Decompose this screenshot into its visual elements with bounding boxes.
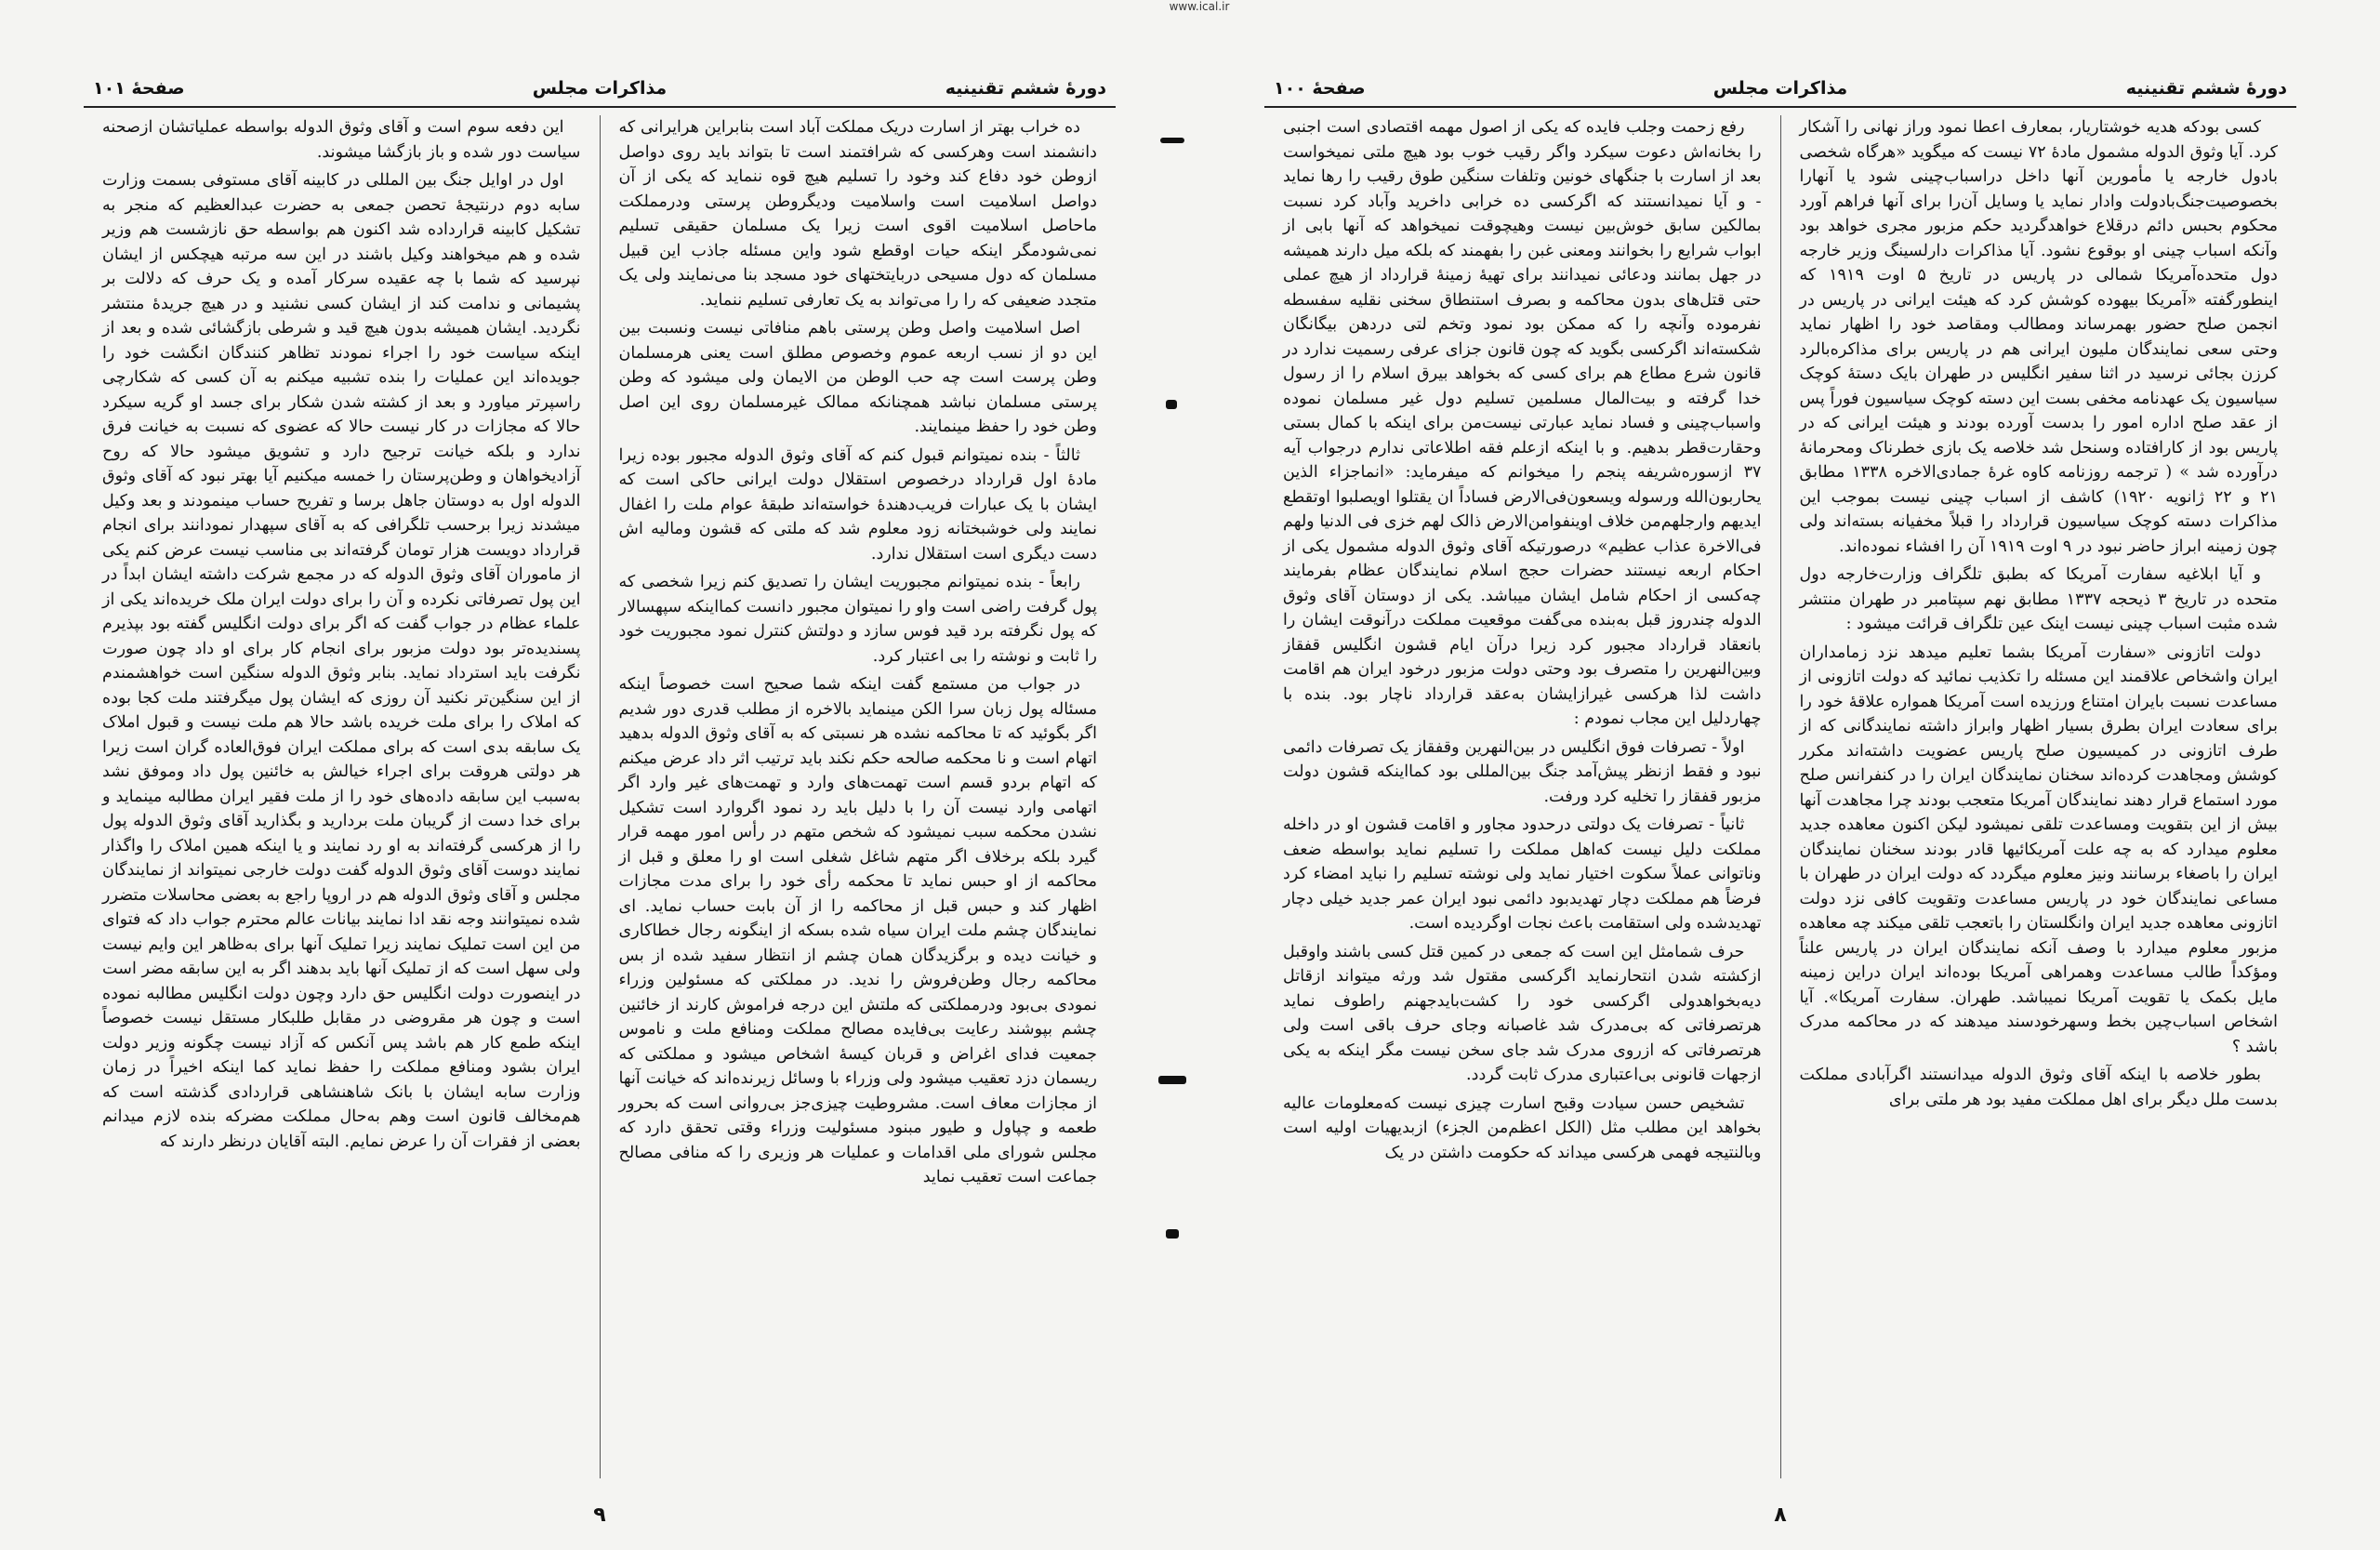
binding-mark <box>1166 400 1177 409</box>
text-columns <box>1264 115 2296 1478</box>
site-watermark: www.ical.ir <box>1169 0 1230 13</box>
paragraph: ثانیاً - تصرفات یک دولتی درحدود مجاور و اقامت قشون او در داخله مملکت دلیل نیست که‌اهل مملکت را تسلیم نماید بواسطه ضعف وناتوانی عملاً سکوت اختیار نماید ولی نوشته تسلیم را نباید امضاء کرد فرضاً هم مملکت دچار تهدیدبود دائمی نبود ایران عمر جدید خیلی دچار تهدیدشده ولی استقامت باعث نجات اوگردیده است. <box>1283 815 1762 933</box>
column-left <box>84 115 601 1478</box>
session-title: دورهٔ ششم تقنینیه <box>945 78 1106 99</box>
paragraph: تشخیص حسن سیادت وقبح اسارت چیزی نیست که‌معلومات عالیه بخواهد این مطلب مثل (الکل اعظم‌من الجزء) ازبدیهیات اولیه است وبالنتیجه فهمی هرکسی میداند که حکومت داشتن در یک <box>1283 1093 1762 1162</box>
paragraph: اولاً - تصرفات فوق انگلیس در بین‌النهرین وقفقاز یک تصرفات دائمی نبود و فقط ازنظر پیش‌آمد جنگ بین‌المللی بود کمااینکه قشون دولت مزبور قفقاز را تخلیه کرد ورفت. <box>1283 737 1762 806</box>
paragraph: رفع زحمت وجلب فایده که یکی از اصول مهمه اقتصادی است اجنبی را بخانه‌اش دعوت سیکرد واگر رقیب خوب بود هیچ ملتی نمیخواست بعد از اسارت با جنگهای خونین وتلفات سنگین طوق رقیب را رها نماید - و آیا نمیدانستند که اگرکسی ده خرابی داخرید وآباد کرد نسبت بمالکین سابق خوش‌بین نیست وهیچوقت نمیخواهد که آنها بابی از ابواب شرایع را بخوانند ومعنی غبن را بفهمند که بلکه میل دارند همیشه در جهل بمانند ودعائی نمیدانند برای تهیهٔ زمینهٔ قرارداد از هیچ عملی حتی قتل‌های بدون محاکمه و بصرف استنطاق سخنی نقلیه سفسطه نفرموده وآنچه را که ممکن بود نمود وتخم لتی دردهن بیگانگان شکسته‌اند اگرکسی بگوید که چون قانون جزای عرفی رسمیت ندارد در قانون شرع مطاع هم برای کسی که بخواهد بیرق اسلام را از رسول خدا گرفته و بیت‌المال مسلمین تسلیم دول غیر مسلمان نموده واسباب‌چینی و فساد نماید عبارتی نیست‌من برای اینکه با کمال بستی وحقارت‌قطر بدهیم. و با اینکه ازعلم فقه اطلاعاتی ندارم درجواب آیه ۳۷ ازسوره‌شریفه پنجم را میخوانم که میفرماید: «انماجزاء الذین یحاربون‌الله ورسوله ویسعون‌فی‌الارض فساداً ان یقتلوا اویصلبوا اوتقطع ایدیهم وارجلهم‌من خلاف اوینفوامن‌الارض ذالک لهم خزی فی الدنیا ولهم فی‌الاخرة عذاب عظیم» درصورتیکه آقای وثوق الدوله مشمول یکی از احکام اربعه نیستند حضرات حجج اسلام نمایندگان عظام بفرمایند چه‌کسی از احکام شامل ایشان میباشد. یکی از دوستان آقای وثوق الدوله چندروز قبل به‌بنده می‌گفت موقعیت مملکت درآنوقت ایشان را بانعقاد قرارداد مجبور کرد زیرا درآن ایام قشون انگلیس قفقاز وبین‌النهرین را متصرف بود وحتی دولت مزبور درخود ایران هم اقامت داشت لذا هرکسی غیرازایشان به‌عقد قرارداد ناچار بود. بنده با چهاردلیل این مجاب نمودم : <box>1283 118 1762 728</box>
publication-title: مذاکرات مجلس <box>1712 78 1848 99</box>
paragraph: دولت اتازونی «سفارت آمریکا بشما تعلیم میدهد نزد زمامداران ایران واشخاص علاقمند این مسئله را تکذیب نمائید که دولت اتازونی از مساعدت نسبت بایران امتناع ورزیده است آمریکا همواره علاقهٔ خود را برای سعادت ایران بطرق بسیار اظهار وابراز داشته نمایندگانی که از طرف اتازونی در کمیسیون صلح پاریس عضویت داشته‌اند مکرر کوشش ومجاهدت کرده‌اند سخنان نمایندگان ایران را در کنفرانس صلح مورد استماع قرار دهند نمایندگان آمریکا متعجب بودند چرا مجاهدت آنها بیش از این بتقویت ومساعدت تلقی نمیشود لیکن اکنون معاهده جدید معلوم میدارد که به چه علت آمریکائیها قادر بودند سخنان نمایندگان ایران را باصغاء برسانند ونیز معلوم میگردد که دولت ایران در طهران با مساعی نمایندگان خود در پاریس مساعدت وتقویت کافی نزد دولت اتازونی معاهده جدید ایران وانگلستان را باتعجب تلقی میکند چه معاهده مزبور معلوم میدارد با وصف آنکه نمایندگان ایران در پاریس علناً ومؤکداً طالب مساعدت وهمراهی آمریکا بوده‌اند ایران دراین زمینه مایل بکمک یا تقویت آمریکا نمیباشد. طهران. سفارت آمریکا». آیا اشخاص اسباب‌چین بخط وسهرخودسند میدهند که در محاکمه مدرک باشد ؟ <box>1799 643 2278 1056</box>
paragraph: کسی بودکه هدیه خوشتاریار، بمعارف اعطا نمود وراز نهانی را آشکار کرد. آیا وثوق الدوله مشمول مادهٔ ۷۲ نیست که میگوید «هرگاه شخصی بادول خارجه یا مأمورین آنها داخل دراسباب‌چینی شود یا آنهارا بخصوصیت‌جنگ‌بادولت وادار نماید یا وسایل آن‌را برای آنها فراهم آورد محکوم بحبس دائم درقلاع خواهدگردید حکم مزبور مجری خواهد بود وآنکه اسباب چینی او بوقوع نشود. آیا مذاکرات دارلسینگ وزیر خارجه دول متحده‌آمریکا شمالی در پاریس در تاریخ ۵ اوت ۱۹۱۹ که اینطورگفته «آمریکا بیهوده کوشش کرد که هیئت ایرانی در پاریس در انجمن صلح حضور بهمرساند ومطالب ومقاصد خود را اظهار نماید وحتی سعی نمایندگان ملیون ایرانی هم در پاریس برای مذاکره‌بالرد کرزن بجائی نرسید در اثنا سفیر انگلیس در طهران بایک دستهٔ کوچک سیاسیون یک عهدنامه مخفی بست این دسته کوچک سیاسیون فوراً پس از عقد صلح اداره امور را بدست آورده بودند و هیئت ایرانی که در پاریس بود از کارافتاده وسنحل شد خلاصه یک بازی خطرناک ومحرمانهٔ درآورده شد » ( ترجمه روزنامه کاوه غرهٔ جمادی‌الاخره ۱۳۳۸ مطابق ۲۱ و ۲۲ ژانویه ۱۹۲۰) کاشف از اسباب چینی نیست بموجب این مذاکرات دسته کوچک سیاسیون قرارداد را قبلاً مخفیانه بسته‌اند ولی چون زمینه ابراز حاضر نبود در ۹ اوت ۱۹۱۹ آن را افشاء نموده‌اند. <box>1799 118 2279 556</box>
paragraph: رابعاً - بنده نمیتوانم مجبوریت ایشان را تصدیق کنم زیرا شخصی که پول گرفت راضی است واو را نمیتوان مجبور دانست کمااینکه سپهسالار که پول نگرفته برد قید فوس سازد و دولتش کنترل نمود مجبوریت خود را ثابت و نوشته را بی اعتبار کرد. <box>618 573 1097 666</box>
page-number: ۹ <box>593 1504 606 1527</box>
page-header <box>1264 73 2296 108</box>
paragraph: و آیا ابلاغیه سفارت آمریکا که بطبق تلگراف وزارت‌خارجه دول متحده در تاریخ ۳ ذیحجه ۱۳۳۷ مطابق نهم سپتامبر در طهران منتشر شده مثبت اسباب چینی نیست اینک عین تلگراف قرائت میشود : <box>1799 565 2278 633</box>
page-number: ۸ <box>1774 1504 1787 1527</box>
paragraph: ده خراب بهتر از اسارت دریک مملکت آباد است بنابراین هرایرانی که دانشمند است وهرکسی که شرافتمند است تا بتواند باید روی دواصل ازوطن خود دفاع کند وخود را تسلیم هیچ قوه ننماید که یکی از آن دواصل اسلامیت است واسلامیت ودیگروطن پرستی ودرمملکت ماحاصل اسلامیت اقوی است زیرا یک مسلمان حقیقی تسلیم نمی‌شودمگر اینکه حیات اوقطع شود واین مسئله جاذب این قبیل مسلمان که دول مسیحی دربایتختهای خود مسجد بنا می‌نمایند ولی یک متجدد ضعیفی که را را می‌تواند به یک تعارفی تسلیم ننماید. <box>618 118 1097 310</box>
page-100 <box>1264 56 2296 1543</box>
paragraph: بطور خلاصه با اینکه آقای وثوق الدوله میدانستند اگرآبادی مملکت بدست ملل دیگر برای اهل مملکت مفید بود هر ملتی برای <box>1799 1066 2278 1109</box>
binding-mark <box>1160 138 1184 143</box>
page-101 <box>84 56 1116 1543</box>
paragraph: حرف شمامثل این است که جمعی در کمین قتل کسی باشند واوقبل ازکشته شدن انتحارنماید اگرکسی مقتول شد ورثه میتواند ازقاتل دیه‌بخواهدولی اگرکسی خود را کشت‌بایدجهنم راطوف نماید هرتصرفاتی که بی‌مدرک شد غاصبانه وجای حرف باقی است ولی هرتصرفاتی که ازروی مدرک شد جای سخن نیست مگر اینکه به یکی ازجهات قانونی بی‌اعتباری مدرک ثابت گردد. <box>1283 942 1762 1084</box>
paragraph: این دفعه سوم است و آقای وثوق الدوله بواسطه عملیاتشان ازصحنه سیاست دور شده و باز بازگشا میشوند. <box>102 118 581 162</box>
book-gutter <box>1116 56 1264 1543</box>
session-title: دورهٔ ششم تقنینیه <box>2125 78 2287 99</box>
paragraph: اول در اوایل جنگ بین المللی در کابینه آقای مستوفی بسمت وزارت سابه دوم درنتیجهٔ تحصن جمعی به حضرت عبدالعظیم که منجر به تشکیل کابینه قرارداده شد اکنون هم بواسطه حق نازشست هم وزیر شده و هم میخواهند وکیل باشند در این سه مرتبه هیچکس از ایشان نپرسید که شما با چه عقیده سرکار آمده و یک حرف که دلالت بر پشیمانی و ندامت کند از ایشان کسی نشنید و در هیچ جریدهٔ منتشر نگردید. ایشان همیشه بدون هیچ قید و شرطی بازگشائی شده و بعد از اینکه سیاست خود را اجراء نمودند تظاهر کنندگان انگشت خود را جویده‌اند این عملیات را بنده تشبیه میکنم به آن کسی که شکارچی راسپرتر میاورد و بعد از کشته شدن شکار برای جسد او گریه سیکرد حالا که مجازات در کار نیست حالا که عضوی که نسبت به خیانت فرق ندارد و بلکه خیانت ترجیح دارد و تشویق میشود حالا که روح آزادیخواهان و وطن‌پرستان را خمسه میکنیم آیا بهتر نبود که آقای وثوق الدوله اول به دوستان جاهل برسا و تفریح حساب مینمودند و بعد وکیل میشدند زیرا برحسب تلگرافی که به آقای سپهدار نمودانند برای انجام قرارداد دویست هزار تومان گرفته‌اند بی مناسب نیست عرض کنم یکی از ماموران آقای وثوق الدوله که در مجمع شرکت داشته ایشان ابداً در این پول تصرفاتی نکرده و آن را برای دولت ایران ملک خریده‌اند یکی از علماء عظام در جواب گفت که اگر برای دولت انگلیس گفته بود بپذیرم پسندیده‌تر بود دولت مزبور برای انجام کار برای او داد چون صورت نگرفت باید استرداد نماید. بنابر وثوق الدوله سنگین است خواهشمندم از این سنگین‌تر نکنید آن روزی که ایشان پول میگرفتند ملت کجا بوده که املاک را برای ملت خریده باشد حالا هم ملت نیست و قبول املاک یک سابقه بدی است که برای مملکت ایران فوق‌العاده گران است زیرا هر دولتی هروقت برای اجراء خیالش به خائنین پول داد وموفق نشد به‌سبب این سابقه داده‌های خود را از ملت فقیر ایران مطالبه مینماید و برای خدا دست از گریبان ملت بردارید و بگذارید آقای وثوق الدوله پول را از هرکسی گرفته‌اند به او رد نمایند و یا اینکه همین املاک را واگذار نمایند دوست آقای وثوق الدوله گفت دولت خارجی نمیتواند از نمایندگان مجلس و آقای وثوق الدوله هم در اروپا راجع به بعضی محاسلات متضرر شده نمیتوانند وجه نقد ادا نمایند بیانات عالم محترم جواب داد که فتوای من این است تملیک نمایند زیرا تملیک آنها برای به‌ظاهر این وایم نیست ولی سهل است که از تملیک آنها باید بدهند اگر به این سابقه مضر است در اینصورت دولت انگلیس حق دارد وچون دولت انگلیس مطالبه نموده است و چون هر مقروضی در مقابل طلبکار مستقل نیست خصوصاً اینکه طمع کار هم باشد پس آنکس که آزاد نیست چگونه وزیر دولت ایران بشود ومنافع مملکت را حفظ نماید کما اینکه اخیراً در زمان وزارت سابه ایشان با بانک شاهنشاهی قراردادی گذشته است که هم‌مخالف قانون است وهم به‌حال مملکت مضرکه بنده لازم میدانم بعضی از فقرات آن را عرض نمایم. البته آقایان درنظر دارند که <box>102 171 581 1151</box>
column-right <box>1781 115 2297 1478</box>
page-label: صفحهٔ ۱۰۰ <box>1274 78 1366 99</box>
paragraph: اصل اسلامیت واصل وطن پرستی باهم منافاتی نیست ونسبت بین این دو از نسب اربعه عموم وخصوص مطلق است یعنی هرمسلمان وطن پرست است چه حب الوطن من الایمان ولی میشود که وطن پرستی مسلمان نباشد همچنانکه ممالک غیرمسلمان روی این اصل وطن خود را حفظ مینمایند. <box>618 319 1097 436</box>
binding-mark <box>1158 1076 1186 1084</box>
paragraph: ثالثاً - بنده نمیتوانم قبول کنم که آقای وثوق الدوله مجبور بوده زیرا مادهٔ اول قرارداد درخصوص استقلال دولت ایرانی حاکی است که ایشان با یک عبارات فریب‌دهندهٔ خواسته‌اند طبقهٔ عوام ملت را اغفال نمایند ولی خوشبختانه زود معلوم شد که ملتی که قشون ومالیه اش دست دیگری است استقلال ندارد. <box>618 445 1097 563</box>
text-columns <box>84 115 1116 1478</box>
publication-title: مذاکرات مجلس <box>532 78 668 99</box>
column-left <box>1264 115 1781 1478</box>
binding-mark <box>1166 1229 1179 1239</box>
column-right <box>601 115 1117 1478</box>
paragraph: در جواب من مستمع گفت اینکه شما صحیح است خصوصاً اینکه مسئاله پول زبان سرا الکن مینماید بالاخره از مطلب قدری دور شدیم اگر بگوئید که تا محاکمه نشده هر نسبتی که به آقای وثوق الدوله بدهید اتهام است و نا محکمه صالحه حکم نکند باید ترتیب اثر داد عرض میکنم که اتهام بردو قسم است تهمت‌های وارد و تهمت‌های غیر وارد اگر اتهامی وارد نیست آن را با دلیل باید رد نمود اگروارد است تشکیل نشدن محکمه سبب نمیشود که شخص متهم در رأس امور مهمه قرار گیرد بلکه برخلاف اگر متهم شاغل شغلی است او را معلق و قبل از محاکمه از او حبس نماید تا محکمه رأی خود را برای مدت مجازات اظهار کند و حبس قبل از محاکمه را از آن بابت حساب نماید. ای نمایندگان چشم ملت ایران سیاه شده بسکه از اینگونه رجال خطاکاری و خیانت دیده و برگزیدگان همان چشم از انتظار سفید شده از بس محاکمه رجال وطن‌فروش را ندید. در مملکتی که مسئولین وزراء نمودی بی‌بود ودرمملکتی که ملتش این درجه فراموش کارند از خائنین چشم بپوشند رعایت بی‌فایده مصالح مملکت ومنافع ملت و ناموس جمعیت فدای اغراض و قربان کیسهٔ اشخاص میشود و مملکتی که ریسمان دزد تعقیب میشود ولی وزراء با وسائل زیرنده‌اند که خیانت آنها از مجازات معاف است. مشروطیت چیزی‌جز بی‌روانی است که بحرور طعمه و چپاول و طیور مبنود مسئولیت وزراء وقتی تحقق دارد که مجلس شورای ملی اقدامات و عملیات هر وزیری را که منافی مصالح جماعت است تعقیب نماید <box>618 675 1097 1186</box>
page-header <box>84 73 1116 108</box>
page-label: صفحهٔ ۱۰۱ <box>93 78 185 99</box>
